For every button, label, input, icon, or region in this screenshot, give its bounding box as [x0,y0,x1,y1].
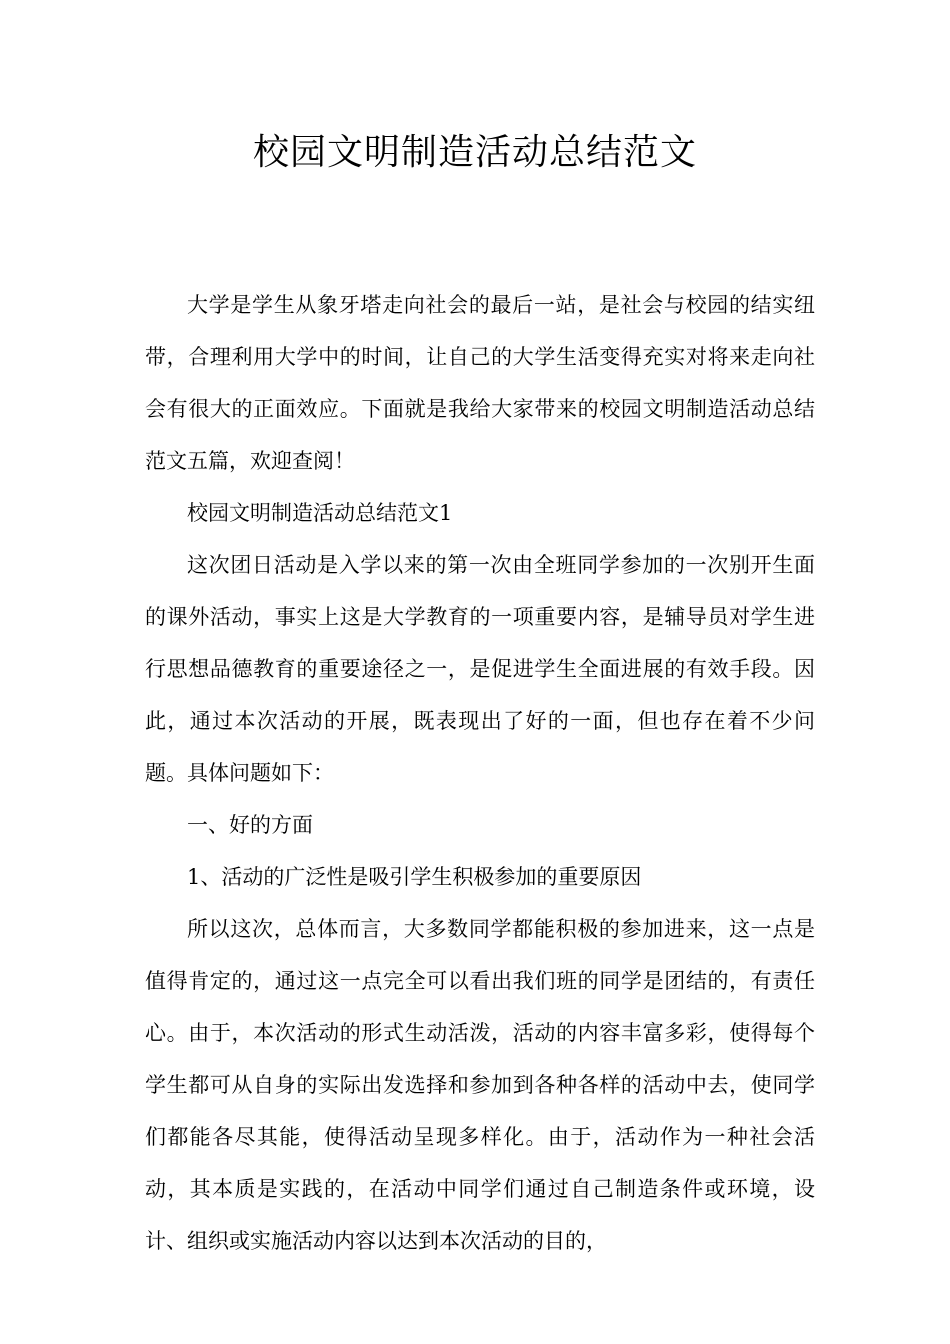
document-title: 校园文明制造活动总结范文 [252,132,697,173]
body-paragraph: 所以这次，总体而言，大多数同学都能积极的参加进来，这一点是值得肯定的，通过这一点完全可以看出我们班的同学是团结的，有责任心。由于，本次活动的形式生动活泼，活动的内容丰富多彩，使得每个学生都可从自身的实际出发选择和参加到各种各样的活动中去，使同学们都能各尽其能，使得活动呈现多样化。由于，活动作为一种社会活动，其本质是实践的，在活动中同学们通过自己制造条件或环境，设计、组织或实施活动内容以达到本次活动的目的， [145,917,815,1253]
subheading-point-1: 1、活动的广泛性是吸引学生积极参加的重要原因 [187,865,642,889]
section-heading-essay-1: 校园文明制造活动总结范文1 [187,501,453,525]
body-paragraph: 这次团日活动是入学以来的第一次由全班同学参加的一次别开生面的课外活动，事实上这是大学教育的一项重要内容，是辅导员对学生进行思想品德教育的重要途径之一，是促进学生全面进展的有效手段。因此，通过本次活动的开展，既表现出了好的一面，但也存在着不少问题。具体问题如下： [145,553,815,785]
subheading-good-aspects: 一、好的方面 [187,813,313,837]
intro-paragraph: 大学是学生从象牙塔走向社会的最后一站，是社会与校园的结实纽带，合理利用大学中的时间，让自己的大学生活变得充实对将来走向社会有很大的正面效应。下面就是我给大家带来的校园文明制造活动总结范文五篇，欢迎查阅！ [145,293,815,473]
document-body [145,279,815,1267]
